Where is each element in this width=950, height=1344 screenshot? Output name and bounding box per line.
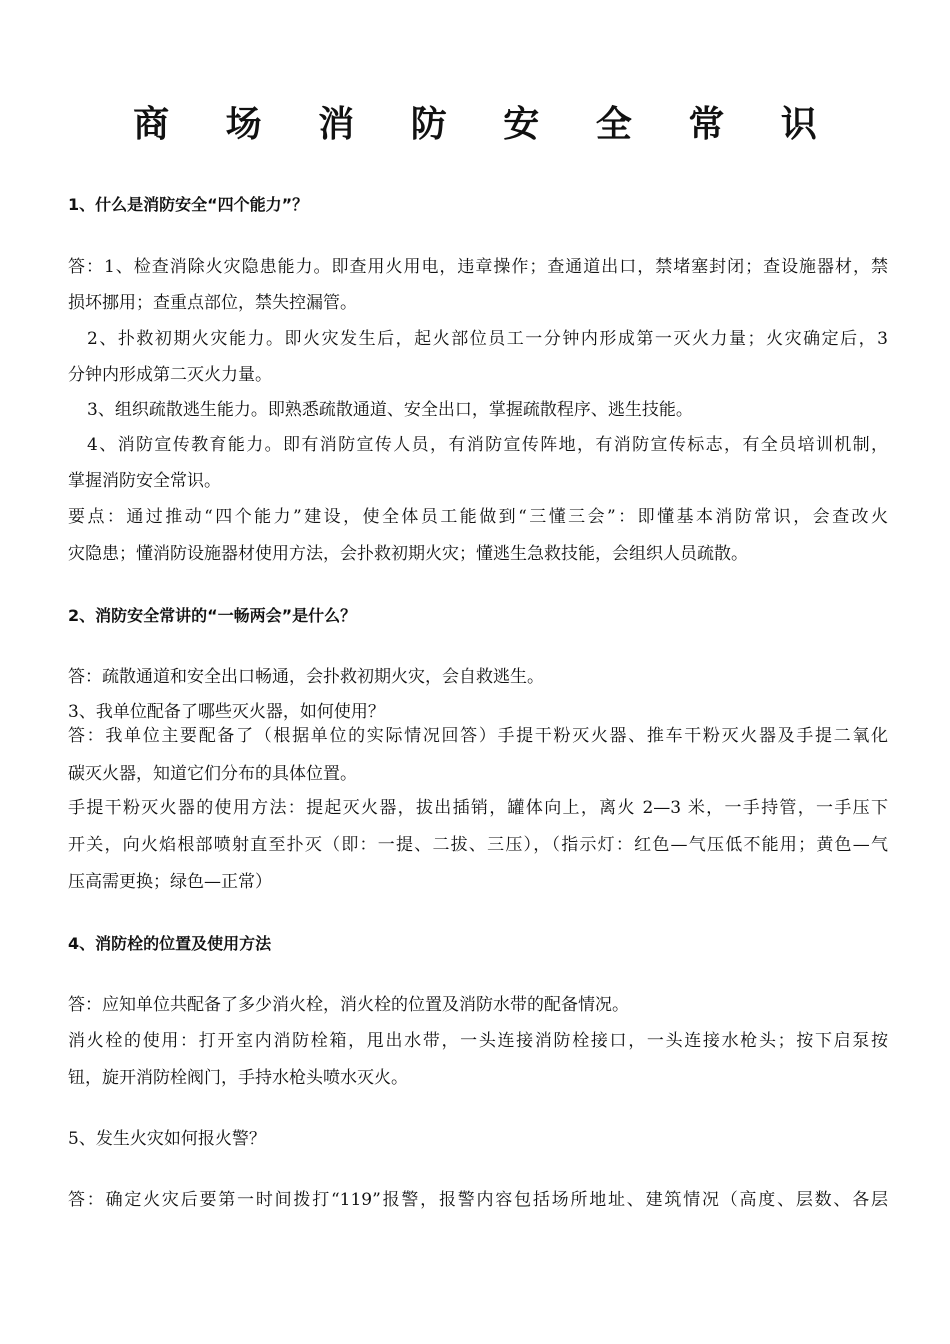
section-2-heading: 2、消防安全常讲的“一畅两会”是什么？: [68, 606, 357, 625]
section-3-heading: 3、我单位配备了哪些灭火器，如何使用？: [68, 702, 385, 722]
s1-answer-1-line-2: 损坏挪用；查重点部位，禁失控漏管。: [68, 293, 357, 313]
s2-answer: 答：疏散通道和安全出口畅通，会扑救初期火灾，会自救逃生。: [68, 667, 544, 687]
s1-answer-1-line-1: 答：1、检查消除火灾隐患能力。即查用火用电，违章操作；查通道出口，禁堵塞封闭；查设施器材，禁: [68, 257, 888, 277]
section-4-heading: 4、消防栓的位置及使用方法: [68, 934, 272, 953]
s1-answer-4-line-2: 掌握消防安全常识。: [68, 471, 221, 491]
section-1-heading: 1、什么是消防安全“四个能力”？: [68, 195, 309, 214]
s3-answer-line-1: 答：我单位主要配备了（根据单位的实际情况回答）手提干粉灭火器、推车干粉灭火器及手提二氧化: [68, 726, 888, 746]
s3-usage-line-2: 开关，向火焰根部喷射直至扑灭（即：一提、二拔、三压），（指示灯：红色—气压低不能用；黄色—气: [68, 835, 888, 855]
s1-keypoint-line-1: 要点：通过推动“四个能力”建设，使全体员工能做到“三懂三会”：即懂基本消防常识，会查改火: [68, 507, 888, 527]
s5-answer-line-1: 答：确定火灾后要第一时间拨打“119”报警，报警内容包括场所地址、建筑情况（高度、层数、各层: [68, 1190, 888, 1210]
section-5-heading: 5、发生火灾如何报火警？: [68, 1129, 266, 1149]
s3-usage-line-1: 手提干粉灭火器的使用方法：提起灭火器，拔出插销，罐体向上，离火 2—3 米，一手持管，一手压下: [68, 798, 888, 818]
s3-answer-line-2: 碳灭火器，知道它们分布的具体位置。: [68, 764, 357, 784]
s4-usage-line-2: 钮，旋开消防栓阀门，手持水枪头喷水灭火。: [68, 1068, 408, 1088]
s1-answer-2-line-2: 分钟内形成第二灭火力量。: [68, 365, 272, 385]
s1-keypoint-line-2: 灾隐患；懂消防设施器材使用方法，会扑救初期火灾；懂逃生急救技能，会组织人员疏散。: [68, 544, 748, 564]
s4-answer: 答：应知单位共配备了多少消火栓，消火栓的位置及消防水带的配备情况。: [68, 995, 629, 1015]
s1-answer-2-line-1: 2、扑救初期火灾能力。即火灾发生后，起火部位员工一分钟内形成第一灭火力量；火灾确定后，3: [87, 329, 888, 349]
document-title: 商 场 消 防 安 全 常 识: [133, 104, 839, 145]
s4-usage-line-1: 消火栓的使用：打开室内消防栓箱，甩出水带，一头连接消防栓接口，一头连接水枪头；按下启泵按: [68, 1031, 888, 1051]
s1-answer-3: 3、组织疏散逃生能力。即熟悉疏散通道、安全出口，掌握疏散程序、逃生技能。: [87, 400, 693, 420]
s3-usage-line-3: 压高需更换；绿色—正常）: [68, 872, 272, 892]
s1-answer-4-line-1: 4、消防宣传教育能力。即有消防宣传人员，有消防宣传阵地，有消防宣传标志，有全员培训机制，: [87, 435, 888, 455]
